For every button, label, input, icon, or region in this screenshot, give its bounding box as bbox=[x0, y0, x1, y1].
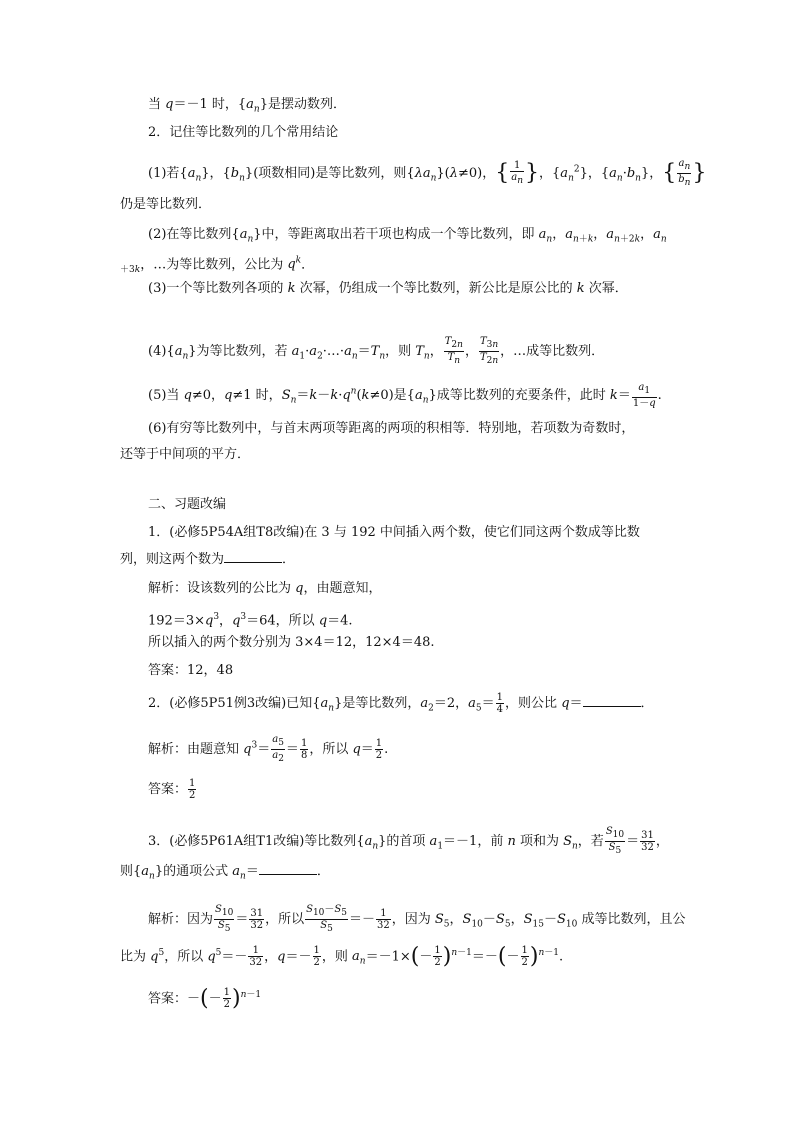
line-15: 解析：设该数列的公比为 q，由题意知， bbox=[148, 581, 382, 596]
line-7: (3)一个等比数列各项的 k 次幂，仍组成一个等比数列，新公比是原公比的 k 次幂． bbox=[148, 281, 628, 296]
line-2: 2．记住等比数列的几个常用结论 bbox=[148, 125, 339, 140]
line-24: 解析：因为 $\frac{S_{10}}{S_5}$ ＝ $\frac{31}{32}$ ，所以 $\frac{S_{10}-S_5}{S_5}$ ＝－ $\frac{1}{32}$ ，因为 $S_5$，$S_{10}-S_5$，$S_{15}-S_{10}$ 成等比数列，且公 bbox=[148, 904, 686, 934]
line-4: 仍是等比数列． bbox=[120, 197, 212, 212]
line-10: (6)有穷等比数列中，与首末两项等距离的两项的积相等．特别地，若项数为奇数时， bbox=[148, 421, 635, 436]
line-13: 1．(必修5P54A组T8改编)在 3 与 192 中间插入两个数，使它们同这两个数成等比数 bbox=[148, 525, 640, 540]
line-8: $(4)\{a_n\}$为等比数列，若 $a_1\cdot a_2\cdot\dots\cdot a_n=T_n$，则 $T_n$， $\frac{T_{2n}}{T_n}$ ， $\frac{T_{3n}}{T_{2n}}$ ，…成等比数列． bbox=[148, 336, 605, 366]
line-9: (5)当 q≠0，q≠1 时，$S_n=k-k\cdot q^n(k\ne 0)$是$\{a_n\}$成等比数列的充要条件，此时 k＝ $\frac{a_1}{1-q}$ . bbox=[148, 382, 662, 409]
section-heading: 二、习题改编 bbox=[148, 497, 227, 512]
line-19: 2．(必修5P51例3改编)已知$\{a_n\}$是等比数列，$a_2=2$，$a_5=$ $\frac{1}{4}$ ，则公比 q＝ ． bbox=[148, 692, 654, 715]
line-5: (2)在等比数列$\{a_n\}$中，等距离取出若干项也构成一个等比数列，即 $a_n$，$a_{n+k}$，$a_{n+2k}$，$a_n$ bbox=[148, 227, 667, 245]
line-18: 答案：12，48 bbox=[148, 663, 234, 678]
line-21: 答案： $\frac{1}{2}$ bbox=[148, 778, 196, 801]
line-20: 解析：由题意知 $q^3=$ $\frac{a_5}{a_2}$ ＝ $\frac{1}{8}$ ，所以 q＝ $\frac{1}{2}$ . bbox=[148, 734, 389, 764]
line-25: 比为 $q^5$，所以 $q^5=-$ $\frac{1}{32}$ ，q＝－ $\frac{1}{2}$ ，则 $a_n=-1\times(-$ $\frac{1}{2}$ )$^{n-1}$＝－(－ $\frac{1}{2}$ )$^{n-1}$. bbox=[120, 943, 564, 969]
text-layer bbox=[0, 0, 1, 1]
line-22: 3．(必修5P61A组T1改编)等比数列$\{a_n\}$的首项 $a_1=-1$，前 n 项和为 $S_n$，若 $\frac{S_{10}}{S_5}$ ＝ $\frac{31}{32}$ ， bbox=[148, 826, 669, 856]
line-1: 当 q＝－1 时，$\{a_n\}$是摆动数列． bbox=[148, 97, 346, 115]
line-23: 则$\{a_n\}$的通项公式 $a_n=$ ． bbox=[120, 864, 330, 882]
line-16: $192=3\times q^3$，$q^3=64$，所以 q＝4. bbox=[148, 612, 353, 629]
line-26: 答案：－(－ $\frac{1}{2}$ )$^{n-1}$ bbox=[148, 985, 262, 1011]
line-6: $_{+3k}$，…为等比数列，公比为 $q^k$． bbox=[120, 256, 315, 275]
line-11: 还等于中间项的平方． bbox=[120, 447, 251, 462]
line-3: (1)若$\{a_n\}$，$\{b_n\}$(项数相同)是等比数列，则$\{\lambda a_n\}(\lambda\ne 0)$，{ $\frac{1}{a_n}$ }，$\{a_n^2\}$，$\{a_n\cdot b_n\}$，{ $\frac{a_n}{b_n}$ } bbox=[148, 158, 707, 188]
line-17: 所以插入的两个数分别为 3×4＝12，12×4＝48. bbox=[148, 635, 435, 650]
line-14: 列，则这两个数为 ． bbox=[120, 552, 296, 567]
